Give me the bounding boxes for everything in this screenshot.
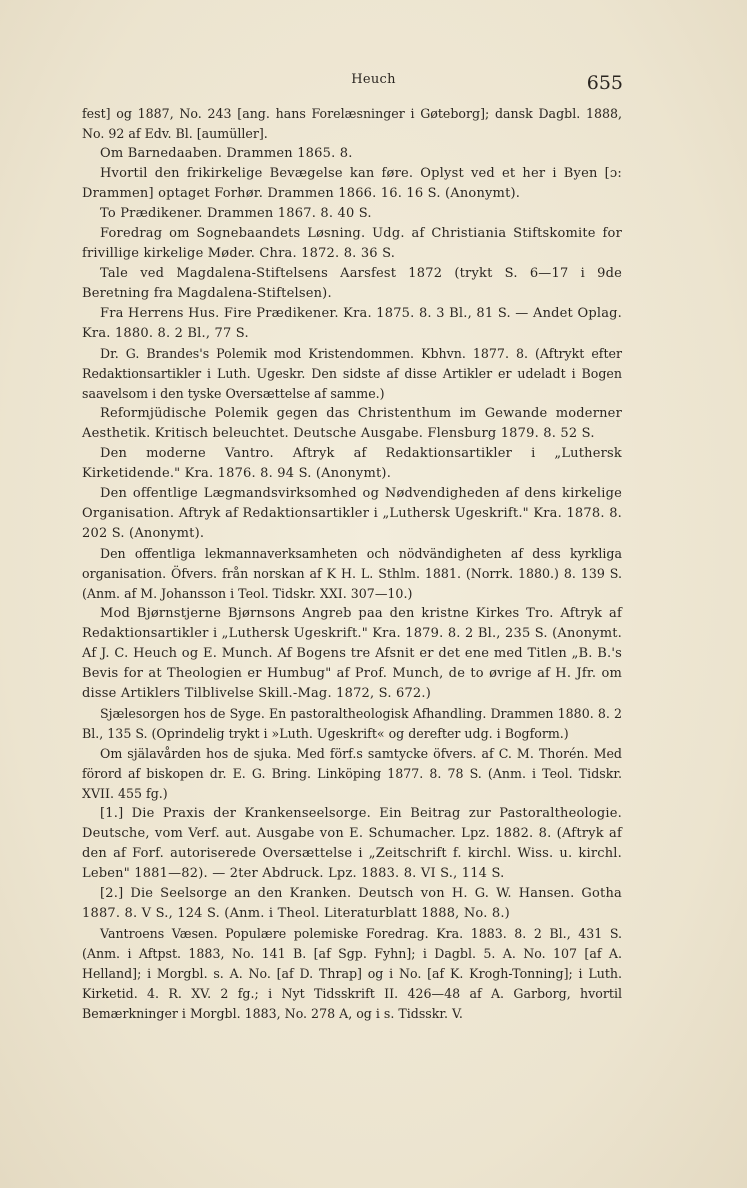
- bibliography-body: [82, 104, 622, 1024]
- entry-frikirkelige-bevaegelse: Hvortil den frikirkelige Bevægelse kan føre. Oplyst ved et her i Byen [ɔ: Drammen] optaget Forhør. Drammen 1866. 16. 16 S. (Anonymt).: [82, 166, 622, 201]
- entry-lekmannaverksamheten: Den offentliga lekmannaverksamheten och nödvändigheten af dess kyrkliga organisation. Öfvers. från norskan af K H. L. Sthlm. 1881. (Norrk. 1880.) 8. 139 S. (Anm. af M. Johansson i Teol. Tidskr. XXI. 307—10.): [82, 546, 622, 601]
- entry-reformjudische-polemik: Reformjüdische Polemik gegen das Christenthum im Gewande moderner Aesthetik. Kritisch beleuchtet. Deutsche Ausgabe. Flensburg 1879. 8. 52 S.: [82, 406, 622, 441]
- entry-sognebaandets-losning: Foredrag om Sognebaandets Løsning. Udg. af Christiania Stiftskomite for frivillige kirkelige Møder. Chra. 1872. 8. 36 S.: [82, 226, 622, 261]
- entry-sjaelesorgen: Sjælesorgen hos de Syge. En pastoraltheologisk Afhandling. Drammen 1880. 8. 2 Bl., 135 S. (Oprindelig trykt i »Luth. Ugeskrift« og derefter udg. i Bogform.): [82, 706, 622, 741]
- entry-barnedaaben: Om Barnedaaben. Drammen 1865. 8.: [100, 146, 353, 161]
- entry-sjalavarden: Om själavården hos de sjuka. Med förf.s samtycke öfvers. af C. M. Thorén. Med förord af biskopen dr. E. G. Bring. Linköping 1877. 8. 78 S. (Anm. i Teol. Tidskr. XVII. 455 fg.): [82, 746, 622, 801]
- entry-continuation: fest] og 1887, No. 243 [ang. hans Forelæsninger i Gøteborg]; dansk Dagbl. 1888, No. 92 af Edv. Bl. [aumüller].: [82, 106, 622, 141]
- entry-magdalena-stiftelsen: Tale ved Magdalena-Stiftelsens Aarsfest 1872 (trykt S. 6—17 i 9de Beretning fra Magdalena-Stiftelsen).: [82, 266, 622, 301]
- entry-fra-herrens-hus: Fra Herrens Hus. Fire Prædikener. Kra. 1875. 8. 3 Bl., 81 S. — Andet Oplag. Kra. 1880. 8. 2 Bl., 77 S.: [82, 306, 622, 341]
- entry-mod-bjornson: Mod Bjørnstjerne Bjørnsons Angreb paa den kristne Kirkes Tro. Aftryk af Redaktionsartikler i „Luthersk Ugeskrift." Kra. 1879. 8. 2 Bl., 235 S. (Anonymt. Af J. C. Heuch og E. Munch. Af Bogens tre Afsnit er det ene med Titlen „B. B.'s Bevis for at Theologien er Humbug" af Prof. Munch, de to øvrige af H. Jfr. om disse Artiklers Tilblivelse Skill.-Mag. 1872, S. 672.): [82, 606, 622, 701]
- page-number: 655: [586, 72, 623, 94]
- entry-moderne-vantro: Den moderne Vantro. Aftryk af Redaktionsartikler i „Luthersk Kirketidende." Kra. 1876. 8. 94 S. (Anonymt).: [82, 446, 622, 481]
- entry-seelsorge-kranken: [2.] Die Seelsorge an den Kranken. Deutsch von H. G. W. Hansen. Gotha 1887. 8. V S., 124 S. (Anm. i Theol. Literaturblatt 1888, No. 8.): [82, 886, 622, 921]
- entry-praxis-krankenseelsorge: [1.] Die Praxis der Krankenseelsorge. Ein Beitrag zur Pastoraltheologie. Deutsche, vom Verf. aut. Ausgabe von E. Schumacher. Lpz. 1882. 8. (Aftryk af den af Forf. autoriserede Oversættelse i „Zeitschrift f. kirchl. Wiss. u. kirchl. Leben" 1881—82). — 2ter Abdruck. Lpz. 1883. 8. VI S., 114 S.: [82, 806, 622, 881]
- entry-vantroens-vaesen: Vantroens Væsen. Populære polemiske Foredrag. Kra. 1883. 8. 2 Bl., 431 S. (Anm. i Aftpst. 1883, No. 141 B. [af Sgp. Fyhn]; i Dagbl. 5. A. No. 107 [af A. Helland]; i Morgbl. s. A. No. [af D. Thrap] og i No. [af K. Krogh-Tonning]; i Luth. Kirketid. 4. R. XV. 2 fg.; i Nyt Tidsskrift II. 426—48 af A. Garborg, hvortil Bemærkninger i Morgbl. 1883, No. 278 A, og i s. Tidsskr. V.: [82, 926, 622, 1021]
- entry-brandes-polemik: Dr. G. Brandes's Polemik mod Kristendommen. Kbhvn. 1877. 8. (Aftrykt efter Redaktionsartikler i Luth. Ugeskr. Den sidste af disse Artikler er udeladt i Bogen saavelsom i den tyske Oversættelse af samme.): [82, 346, 622, 401]
- entry-to-praedikener: To Prædikener. Drammen 1867. 8. 40 S.: [100, 206, 372, 221]
- entry-laegmandsvirksomhed: Den offentlige Lægmandsvirksomhed og Nødvendigheden af dens kirkelige Organisation. Aftryk af Redaktionsartikler i „Luthersk Ugeskrift." Kra. 1878. 8. 202 S. (Anonymt).: [82, 486, 622, 541]
- running-head: Heuch: [351, 72, 396, 87]
